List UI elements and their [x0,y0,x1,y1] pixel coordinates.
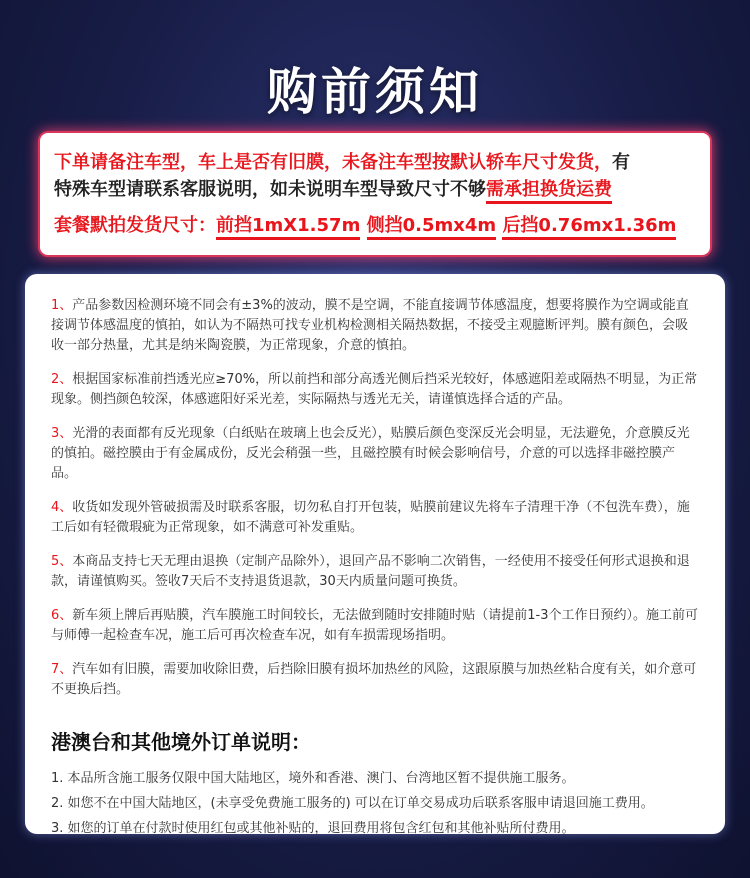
overseas-section-title: 港澳台和其他境外订单说明： [51,730,311,754]
notice-line-1 [54,149,696,176]
term-item-2 [51,370,699,410]
size-rear: 后挡0.76mx1.36m [502,215,676,240]
term-item-6 [51,606,699,646]
overseas-item-1: 1. 本品所含施工服务仅限中国大陆地区，境外和香港、澳门、台湾地区暂不提供施工服务。 [51,771,575,786]
order-notice-box [40,133,710,255]
term-number: 4、 [51,500,73,515]
term-item-3 [51,424,699,484]
overseas-item-2: 2. 如您不在中国大陆地区，(未享受免费施工服务的) 可以在订单交易成功后联系客服申请退回施工费用。 [51,796,654,811]
size-side: 侧挡0.5mx4m [367,215,497,240]
overseas-item-3: 3. 如您的订单在付款时使用红包或其他补贴的，退回费用将包含红包和其他补贴所付费用。 [51,821,575,836]
term-number: 5、 [51,554,73,569]
term-text: 新车须上牌后再贴膜，汽车膜施工时间较长，无法做到随时安排随时贴（请提前1-3个工作日预约）。施工前可与师傅一起检查车况，施工后可再次检查车况，如有车损需现场指明。 [51,608,699,643]
term-number: 1、 [51,298,73,313]
term-text: 根据国家标准前挡透光应≥70%，所以前挡和部分高透光侧后挡采光较好，体感遮阳差或隔热不明显，为正常现象。侧挡颜色较深，体感遮阳好采光差，实际隔热与透光无关，请谨慎选择合适的产品。 [51,372,698,407]
notice-line-2-red: 需承担换货运费 [486,179,612,204]
term-item-5 [51,552,699,592]
sizes-label: 套餐默拍发货尺寸： [54,215,216,236]
page-title: 购前须知 [267,63,483,121]
notice-line-1-red: 下单请备注车型，车上是否有旧膜，未备注车型按默认轿车尺寸发货， [54,152,612,173]
term-text: 光滑的表面都有反光现象（白纸贴在玻璃上也会反光），贴膜后颜色变深反光会明显，无法避免，介意膜反光的慎拍。磁控膜由于有金属成份，反光会稍强一些，且磁控膜有时候会影响信号，介意的可以选择非磁控膜产品。 [51,426,690,481]
notice-line-2-black: 特殊车型请联系客服说明，如未说明车型导致尺寸不够 [54,179,486,200]
terms-card [25,274,725,834]
notice-line-2 [54,176,696,204]
term-number: 6、 [51,608,73,623]
term-text: 本商品支持七天无理由退换（定制产品除外），退回产品不影响二次销售，一经使用不接受任何形式退换和退款，请谨慎购买。签收7天后不支持退货退款，30天内质量问题可换货。 [51,554,690,589]
term-text: 收货如发现外管破损需及时联系客服，切勿私自打开包装，贴膜前建议先将车子清理干净（不包洗车费），施工后如有轻微瑕疵为正常现象，如不满意可补发重贴。 [51,500,690,535]
term-text: 汽车如有旧膜，需要加收除旧费，后挡除旧膜有损坏加热丝的风险，这跟原膜与加热丝粘合度有关，如介意可不更换后挡。 [51,662,697,697]
term-number: 3、 [51,426,73,441]
term-text: 产品参数因检测环境不同会有±3%的波动，膜不是空调，不能直接调节体感温度，想要将膜作为空调或能直接调节体感温度的慎拍，如认为不隔热可找专业机构检测相关隔热数据，不接受主观臆断评判。膜有颜色，会吸收一部分热量，尤其是纳米陶瓷膜，为正常现象，介意的慎拍。 [51,298,689,353]
term-item-1 [51,296,699,356]
term-item-7 [51,660,699,700]
notice-sizes-line [54,212,696,240]
term-number: 7、 [51,662,73,677]
size-front: 前挡1mX1.57m [216,215,360,240]
term-number: 2、 [51,372,73,387]
notice-line-1-black: 有 [612,152,630,173]
term-item-4 [51,498,699,538]
